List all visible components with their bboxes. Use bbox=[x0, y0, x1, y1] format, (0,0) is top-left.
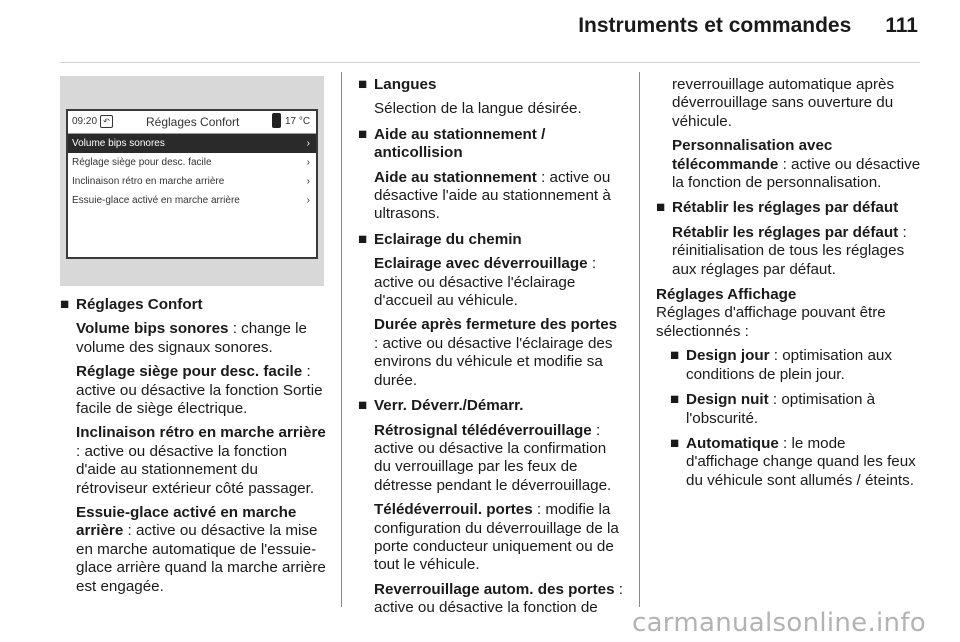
bullet: ■ bbox=[60, 296, 70, 313]
text-column-3 bbox=[656, 76, 922, 497]
display-screen bbox=[66, 109, 318, 259]
screen-menu-item: Essuie-glace activé en marche arrière › bbox=[68, 191, 316, 210]
list-item: ■ Langues Sélection de la langue désirée. bbox=[358, 76, 582, 118]
screen-menu-item: Volume bips sonores › bbox=[68, 134, 316, 153]
list-item-continued: reverrouillage automatique après déverrouillage sans ouverture du véhicule. Personnalisation avec télécommande : active ou désactive la fonction de personnalisation. bbox=[672, 76, 921, 192]
display-screenshot bbox=[60, 76, 324, 286]
chevron-right-icon: › bbox=[306, 195, 310, 206]
text-column-1 bbox=[60, 296, 326, 603]
chevron-right-icon: › bbox=[306, 157, 310, 168]
section-title: Réglages Affichage bbox=[656, 286, 797, 304]
chevron-right-icon: › bbox=[306, 176, 310, 187]
page-number: 111 bbox=[885, 14, 918, 37]
screen-status-bar bbox=[68, 111, 316, 134]
column-divider-1 bbox=[341, 72, 342, 607]
header-title: Instruments et commandes bbox=[578, 14, 852, 37]
screen-title: Réglages Confort bbox=[146, 115, 240, 129]
item-title: Réglages Confort bbox=[76, 296, 203, 313]
list-item: ■ Aide au stationnement / anticollision Aide au stationnement : active ou désactive l'aide au stationnement à ultrasons. bbox=[358, 125, 611, 223]
screen-temperature: 17 °C bbox=[285, 116, 311, 127]
watermark: carmanualsonline.info bbox=[631, 608, 926, 638]
chevron-right-icon: › bbox=[306, 138, 310, 149]
screen-menu-item: Inclinaison rétro en marche arrière › bbox=[68, 172, 316, 191]
page-header bbox=[578, 14, 918, 38]
thermometer-icon bbox=[272, 113, 281, 128]
screen-menu-item: Réglage siège pour desc. facile › bbox=[68, 153, 316, 172]
section-display-settings: Réglages Affichage Réglages d'affichage pouvant être sélectionnés : ■ Design jour : optimisation aux conditions de plein jour. ■ Design nuit : optimisation à l'obscurité. ■ Automatique : le mode d'affichage change quand les feux du véhicule sont allumés / éteints. bbox=[656, 286, 922, 490]
list-item: ■ Rétablir les réglages par défaut Rétablir les réglages par défaut : réinitialisation de tous les réglages aux réglages par défaut. bbox=[656, 199, 907, 278]
list-item: ■ Réglages Confort Volume bips sonores : change le volume des signaux sonores. Réglage siège pour desc. facile : active ou désactive la fonction Sortie facile de siège électrique. Inclinaison rétro en marche arrière : active ou désactive la fonction d'aide au stationnement du rétroviseur extérieur côté passager. Essuie-glace activé en marche arrière : active ou désactive la mise en marche automatique de l'essuie-glace arrière quand la marche arrière est engagée. bbox=[60, 296, 326, 595]
text-column-2 bbox=[358, 76, 624, 625]
list-item: ■ Verr. Déverr./Démarr. Rétrosignal télédéverrouillage : active ou désactive la confirmation du verrouillage par les feux de détresse pendant le déverrouillage. Télédéverrouil. portes : modifie la configuration du déverrouillage de la porte conducteur uniquement ou de tout le véhicule. Reverrouillage autom. des portes : active ou désactive la fonction de bbox=[358, 397, 623, 617]
column-divider-2 bbox=[639, 72, 640, 607]
screen-time: 09:20 bbox=[72, 116, 98, 127]
header-divider bbox=[60, 62, 920, 63]
back-icon: ↶ bbox=[100, 115, 113, 128]
list-item: ■ Eclairage du chemin Eclairage avec déverrouillage : active ou désactive l'éclairage d'accueil au véhicule. Durée après fermeture des portes : active ou désactive l'éclairage des environs du véhicule et modifie sa durée. bbox=[358, 230, 618, 389]
